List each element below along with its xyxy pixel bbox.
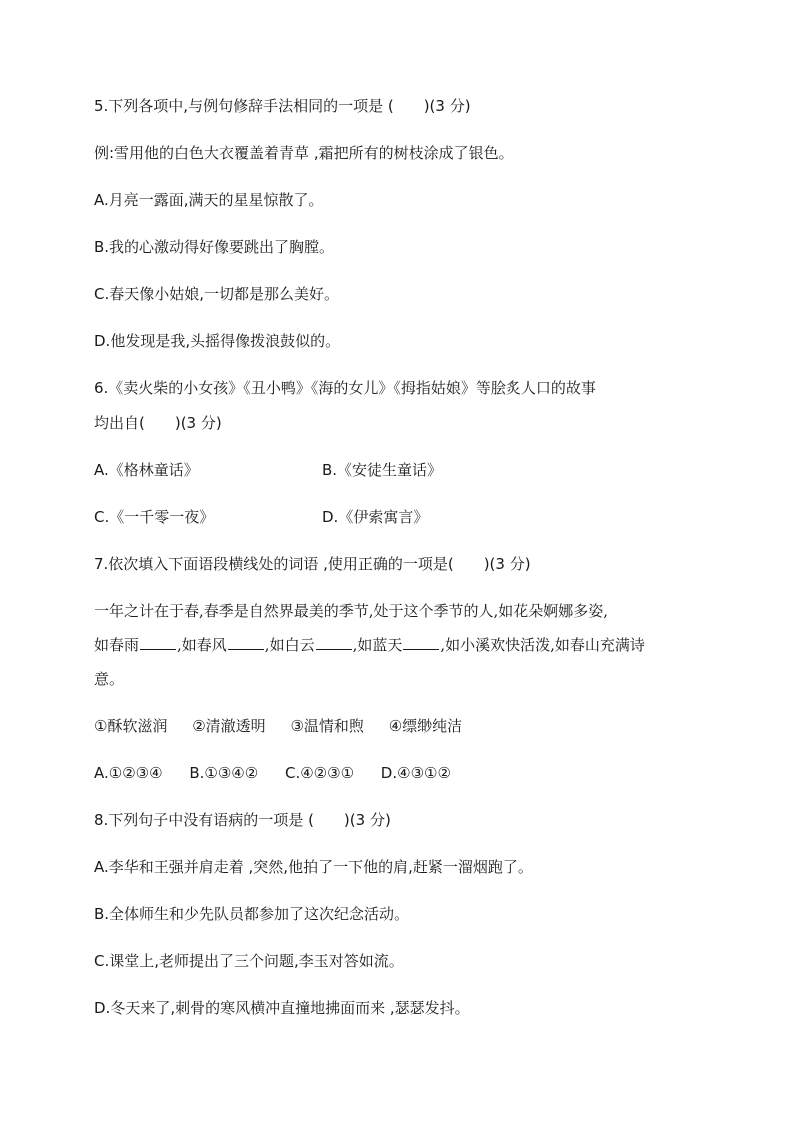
fill-blank-2 bbox=[228, 635, 264, 650]
passage-segment: ,如白云 bbox=[264, 636, 315, 654]
q8-option-b: B.全体师生和少先队员都参加了这次纪念活动。 bbox=[94, 905, 410, 923]
q8-option-d: D.冬天来了,刺骨的寒风横冲直撞地拂面而来 ,瑟瑟发抖。 bbox=[94, 999, 470, 1017]
q6-option-d: D.《伊索寓言》 bbox=[322, 508, 429, 526]
q8-option-a: A.李华和王强并肩走着 ,突然,他拍了一下他的肩,赶紧一溜烟跑了。 bbox=[94, 858, 533, 876]
q7-option-c: C.④②③① bbox=[284, 764, 355, 782]
q7-stem: 7.依次填入下面语段横线处的词语 ,使用正确的一项是( )(3 分) bbox=[94, 555, 531, 573]
passage-segment: ,如蓝天 bbox=[352, 636, 403, 654]
q7-choice-1: ①酥软滋润 bbox=[94, 717, 168, 735]
q5-option-c: C.春天像小姑娘,一切都是那么美好。 bbox=[94, 285, 340, 303]
q7-choices bbox=[94, 716, 482, 736]
q7-option-b: B.①③④② bbox=[189, 764, 259, 782]
q7-passage-line2 bbox=[94, 635, 645, 655]
q7-passage-line1: 一年之计在于春,春季是自然界最美的季节,处于这个季节的人,如花朵婀娜多姿, bbox=[94, 602, 609, 620]
fill-blank-3 bbox=[316, 635, 352, 650]
q6-option-c: C.《一千零一夜》 bbox=[94, 508, 215, 526]
q8-option-c: C.课堂上,老师提出了三个问题,李玉对答如流。 bbox=[94, 952, 404, 970]
q7-choice-4: ④缥缈纯洁 bbox=[388, 717, 463, 735]
q7-option-d: D.④③①② bbox=[380, 764, 451, 782]
q6-option-b: B.《安徒生童话》 bbox=[322, 461, 443, 479]
q7-options bbox=[94, 763, 473, 783]
q7-passage-line3: 意。 bbox=[94, 670, 125, 688]
fill-blank-1 bbox=[140, 635, 176, 650]
passage-segment: ,如小溪欢快活泼,如春山充满诗 bbox=[440, 636, 645, 654]
q7-choice-2: ②清澈透明 bbox=[192, 717, 266, 735]
passage-segment: 如春雨 bbox=[94, 636, 140, 654]
q5-example: 例:雪用他的白色大衣覆盖着青草 ,霜把所有的树枝涂成了银色。 bbox=[94, 144, 514, 162]
q5-option-d: D.他发现是我,头摇得像拨浪鼓似的。 bbox=[94, 332, 341, 350]
q8-stem: 8.下列句子中没有语病的一项是 ( )(3 分) bbox=[94, 811, 391, 829]
q5-option-a: A.月亮一露面,满天的星星惊散了。 bbox=[94, 191, 324, 209]
q6-option-a: A.《格林童话》 bbox=[94, 461, 199, 479]
fill-blank-4 bbox=[403, 635, 439, 650]
q5-option-b: B.我的心激动得好像要跳出了胸膛。 bbox=[94, 238, 335, 256]
q5-stem: 5.下列各项中,与例句修辞手法相同的一项是 ( )(3 分) bbox=[94, 97, 471, 115]
q7-choice-3: ③温情和煦 bbox=[290, 717, 364, 735]
q6-stem-line2: 均出自( )(3 分) bbox=[94, 414, 222, 432]
passage-segment: ,如春风 bbox=[177, 636, 227, 654]
q6-stem-line1: 6.《卖火柴的小女孩》《丑小鸭》《海的女儿》《拇指姑娘》等脍炙人口的故事 bbox=[94, 379, 596, 397]
q7-option-a: A.①②③④ bbox=[94, 764, 163, 782]
